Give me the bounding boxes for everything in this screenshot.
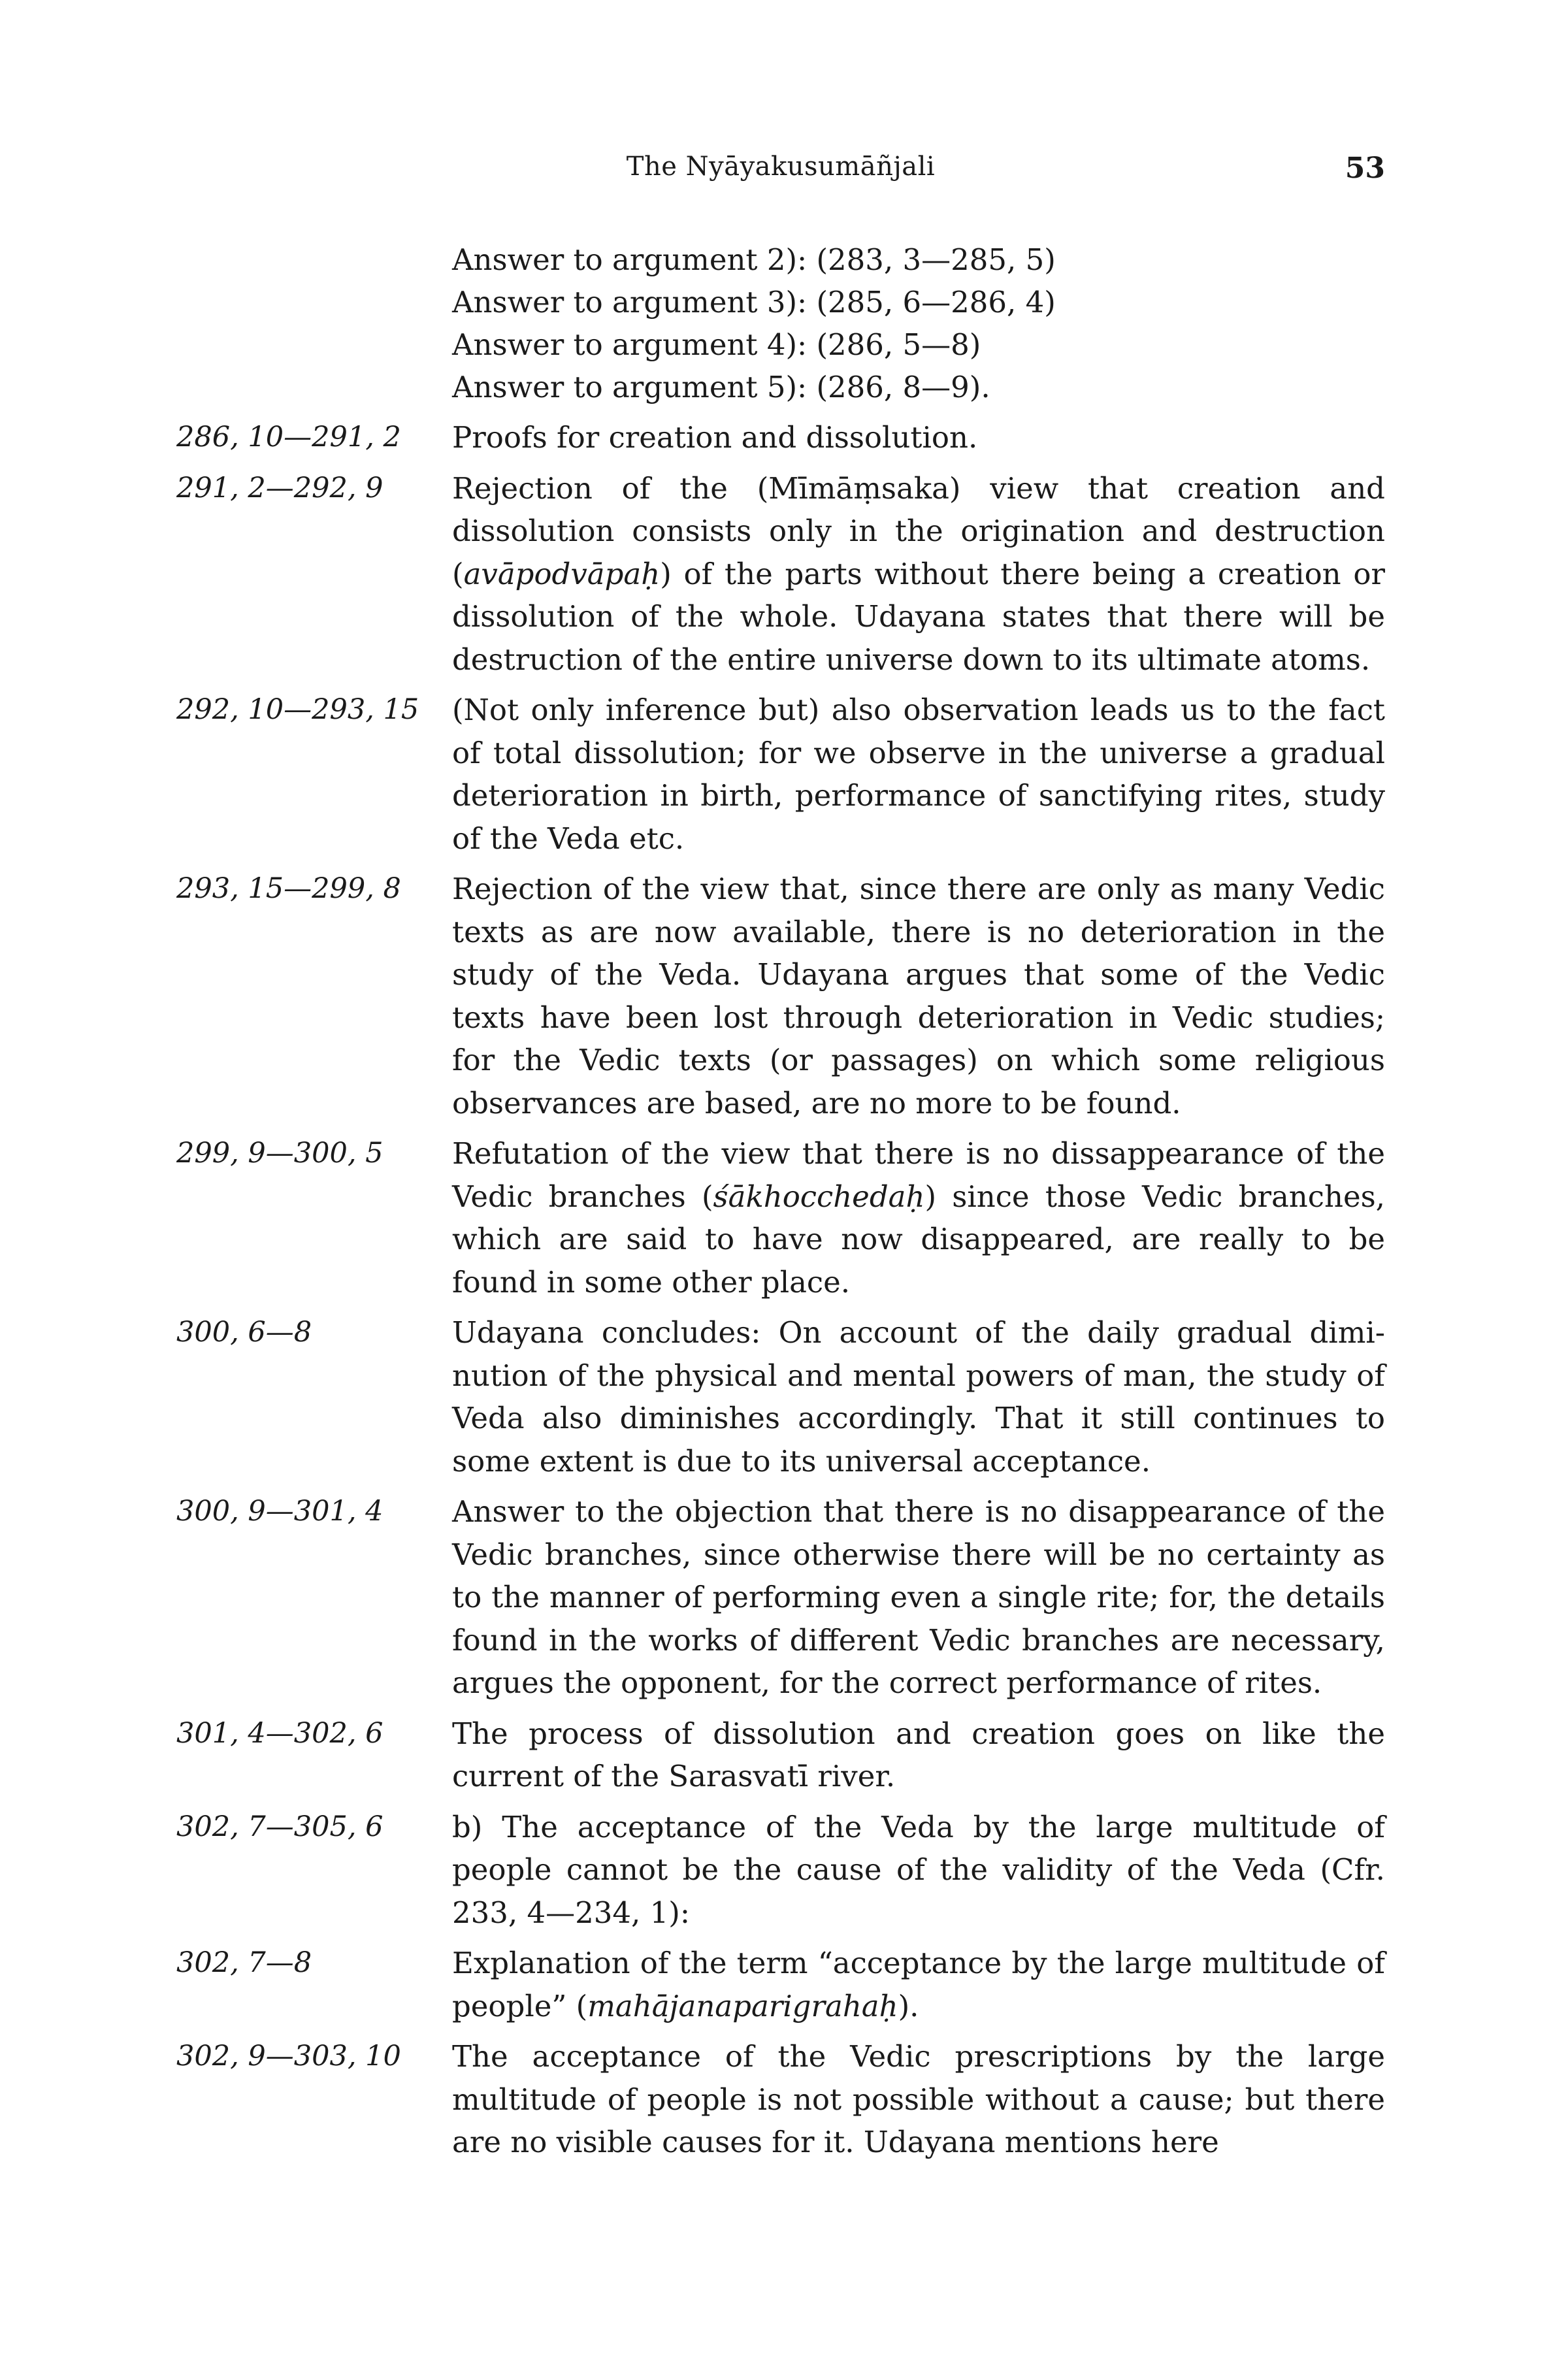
- reference-range: 299, 9—300, 5: [176, 1137, 384, 1170]
- entry-description: Proofs for creation and dissolution.: [452, 420, 978, 455]
- summary-entry: [176, 1490, 1385, 1705]
- intro-answers: [452, 238, 1385, 408]
- summary-entry: [176, 1806, 1385, 1935]
- summary-entry: [176, 416, 1385, 459]
- reference-range: 300, 9—301, 4: [176, 1495, 384, 1528]
- description-text: ) since those Vedic branches, which are said to have now disappeared, are really to be found in some other place.: [452, 1179, 1385, 1300]
- entry-description: [452, 1132, 1385, 1303]
- entry-description: Udayana concludes: On account of the daily gradual diminution of the physical and mental powers of man, the study of Veda also diminishes accordingly. That it still continues to some extent is due to its universal acceptance.: [452, 1315, 1385, 1479]
- reference-range: 286, 10—291, 2: [176, 421, 401, 453]
- page-number: 53: [1345, 152, 1385, 185]
- description-text: ).: [898, 1988, 919, 2023]
- reference-range: 302, 7—8: [176, 1946, 312, 1979]
- intro-line: Answer to argument 5): (286, 8—9).: [452, 370, 990, 404]
- summary-entry: [176, 1132, 1385, 1303]
- entry-description: [452, 467, 1385, 681]
- entry-description: b) The acceptance of the Veda by the large multitude of people cannot be the cause of the validity of the Veda (Cfr. 233, 4—234, 1):: [452, 1809, 1385, 1930]
- reference-range: 302, 7—305, 6: [176, 1810, 384, 1843]
- description-text: Refutation of the view that there is no dissappearance of the Vedic branches (: [452, 1136, 1385, 1214]
- reference-range: 301, 4—302, 6: [176, 1716, 384, 1750]
- reference-range: 292, 10—293, 15: [176, 693, 419, 726]
- entry-description: The process of dissolution and creation goes on like the current of the Sarasvatī river.: [452, 1716, 1385, 1793]
- intro-line: Answer to argument 3): (285, 6—286, 4): [452, 285, 1056, 319]
- intro-line: Answer to argument 2): (283, 3—285, 5): [452, 242, 1056, 277]
- summary-entry: [176, 689, 1385, 860]
- description-text: Rejection of the (Mīmāṃsaka) view that creation and dissolution consists only in the origination and destruction (: [452, 470, 1385, 591]
- running-title: The Nyāyakusumāñjali: [626, 152, 936, 182]
- page-header: [176, 152, 1385, 197]
- summary-entry: [176, 1942, 1385, 2027]
- summary-entry: [176, 1712, 1385, 1798]
- description-text: Explanation of the term “acceptance by the large multitude of people” (: [452, 1946, 1385, 2023]
- reference-range: 291, 2—292, 9: [176, 471, 384, 504]
- entry-description: The acceptance of the Vedic prescriptions by the large multitude of people is not possible without a cause; but there are no visible causes for it. Udayana mentions here: [452, 2039, 1385, 2159]
- reference-range: 302, 9—303, 10: [176, 2040, 401, 2072]
- page-body: [176, 238, 1385, 2164]
- entry-description: Rejection of the view that, since there are only as many Vedic texts as are now available, there is no deterioration in the study of the Veda. Udayana argues that some of the Vedic texts have been lost through deterioration in Vedic studies; for the Vedic texts (or passages) on which some religious observances are based, are no more to be found.: [452, 872, 1385, 1121]
- entry-description: Answer to the objection that there is no disappearance of the Vedic branches, since otherwise there will be no certainty as to the manner of performing even a single rite; for, the details found in the works of different Vedic branches are necessary, argues the opponent, for the correct performance of rites.: [452, 1494, 1385, 1700]
- summary-entry: [176, 868, 1385, 1124]
- sanskrit-term: mahājanaparigrahaḥ: [587, 1988, 898, 2023]
- reference-range: 300, 6—8: [176, 1316, 312, 1349]
- entry-description: (Not only inference but) also observation leads us to the fact of total dissolution; for we observe in the universe a gradual deterioration in birth, performance of sanctifying rites, study of the Veda etc.: [452, 693, 1385, 856]
- intro-line: Answer to argument 4): (286, 5—8): [452, 327, 981, 362]
- summary-entry: [176, 2035, 1385, 2164]
- reference-range: 293, 15—299, 8: [176, 872, 401, 905]
- description-text: ) of the parts without there being a creation or dissolution of the whole. Udayana states that there will be destruction of the entire universe down to its ultimate atoms.: [452, 556, 1385, 677]
- summary-entry: [176, 467, 1385, 681]
- sanskrit-term: śākhocchedaḥ: [713, 1179, 925, 1214]
- sanskrit-term: avāpodvāpaḥ: [463, 556, 661, 591]
- summary-entry: [176, 1311, 1385, 1482]
- entry-description: [452, 1942, 1385, 2027]
